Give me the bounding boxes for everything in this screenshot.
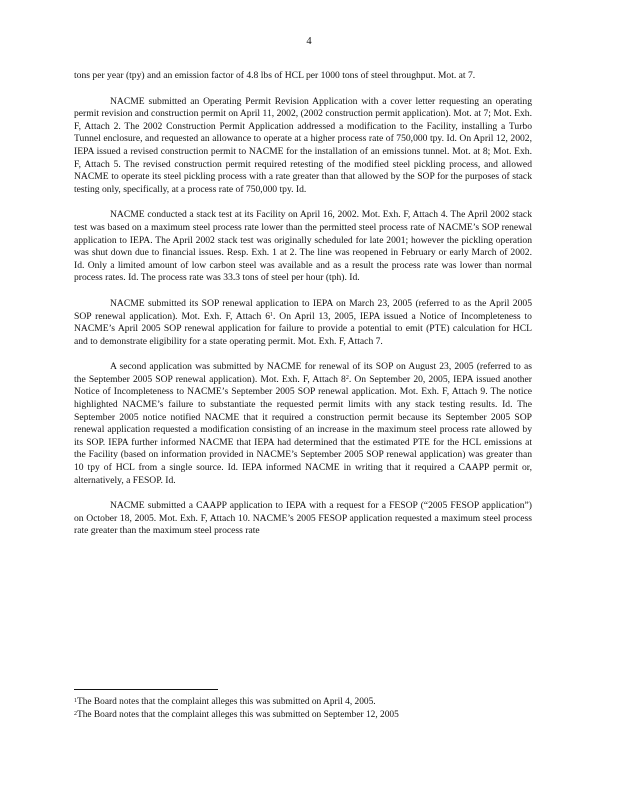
footnote-1 (74, 696, 532, 709)
footnote-separator (74, 689, 218, 690)
paragraph-4 (74, 298, 532, 348)
footnote-text-2: The Board notes that the complaint alleges this was submitted on September 12, 2005 (77, 710, 399, 720)
footnote-text-1: The Board notes that the complaint alleges this was submitted on April 4, 2005. (77, 697, 376, 707)
paragraph-3: NACME conducted a stack test at its Facility on April 16, 2002. Mot. Exh. F, Attach 4. The April 2002 stack test was based on a maximum steel process rate lower than the permitted steel process rate of NACME’s SOP renewal application to IEPA. The April 2002 stack test was originally scheduled for late 2001; however the pickling operation was shut down due to financial issues. Resp. Exh. 1 at 2. The line was reopened in February or early March of 2002. Id. Only a limited amount of low carbon steel was available and as a result the process rate was lower than normal process rates. Id. The process rate was 33.3 tons of steel per hour (tph). Id. (74, 209, 532, 284)
footnote-ref-2: 2 (345, 374, 349, 381)
paragraph-1: tons per year (tpy) and an emission factor of 4.8 lbs of HCL per 1000 tons of steel throughput. Mot. at 7. (74, 70, 476, 81)
paragraph-4-text-b: . On April 13, 2005, IEPA issued a Notice of Incompleteness to NACME’s April 2005 SOP renewal application for failure to provide a potential to emit (PTE) calculation for HCL and to demonstrate eligibility for a state operating permit. Mot. Exh. F, Attach 7. (74, 310, 532, 347)
page-number: 4 (306, 36, 312, 47)
footnote-mark-2: 2 (74, 711, 77, 717)
footnotes (74, 696, 532, 722)
paragraph-5-text-b: . On September 20, 2005, IEPA issued another Notice of Incompleteness to NACME’s September 2005 SOP renewal application. Mot. Exh. F, Attach 9. The notice highlighted NACME’s failure to substantiate the requested permit limits with any stack testing results. Id. The September 2005 notice notified NACME that it required a construction permit because its September 2005 SOP renewal application requested a modification consisting of an increase in the maximum steel process rate allowed by its SOP. IEPA further informed NACME that IEPA had determined that the estimated PTE for the HCL emissions at the Facility (based on information provided in NACME’s September 2005 SOP renewal application) was greater than 10 tpy of HCL from a single source. Id. IEPA informed NACME in writing that it required a CAAPP permit or, alternatively, a FESOP. Id. (74, 373, 532, 486)
paragraph-6: NACME submitted a CAAPP application to IEPA with a request for a FESOP (“2005 FESOP application”) on October 18, 2005. Mot. Exh. F, Attach 10. NACME’s 2005 FESOP application requested a maximum steel process rate greater than the maximum steel process rate (74, 500, 532, 537)
body-text (74, 70, 532, 538)
paragraph-5-text-a: A second application was submitted by NACME for renewal of its SOP on August 23, 2005 (referred to as the September 2005 SOP renewal application). Mot. Exh. F, Attach 8 (74, 361, 532, 385)
footnote-ref-1: 1 (270, 311, 274, 318)
footnote-mark-1: 1 (74, 698, 77, 704)
paragraph-5 (74, 361, 532, 487)
paragraph-4-text-a: NACME submitted its SOP renewal application to IEPA on March 23, 2005 (referred to as the April 2005 SOP renewal application). Mot. Exh. F, Attach 6 (74, 297, 532, 322)
footnote-2 (74, 709, 532, 722)
paragraph-2: NACME submitted an Operating Permit Revision Application with a cover letter requesting an operating permit revision and construction permit on April 11, 2002, (2002 construction permit application). Mot. at 7; Mot. Exh. F, Attach 2. The 2002 Construction Permit Application addressed a modification to the Facility, installing a Turbo Tunnel enclosure, and requested an allowance to operate at a higher process rate of 750,000 tpy. Id. On April 12, 2002, IEPA issued a revised construction permit to NACME for the installation of an emissions tunnel. Mot. at 8; Mot. Exh. F, Attach 5. The revised construction permit required retesting of the modified steel pickling process, and allowed NACME to operate its steel pickling process with a rate greater than that allowed by the SOP for the purposes of stack testing only, specifically, at a process rate of 750,000 tpy. Id. (74, 95, 532, 195)
